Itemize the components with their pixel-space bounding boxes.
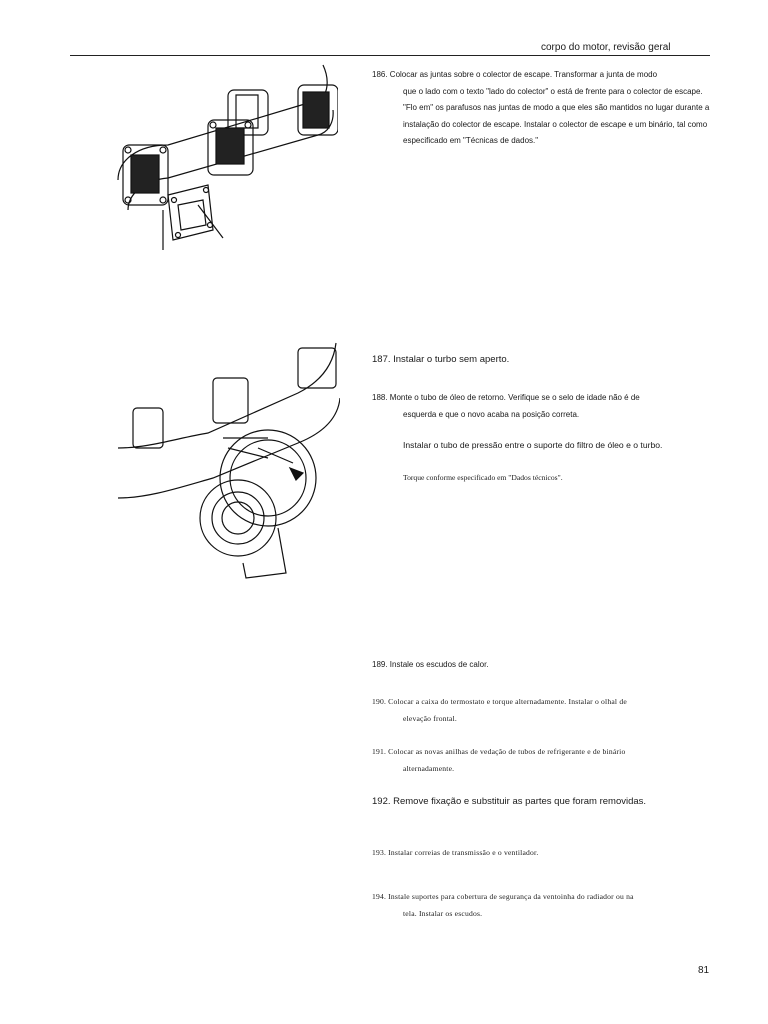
step-192: 192. Remove fixação e substituir as partes que foram removidas.	[372, 796, 647, 807]
step-193: 193. Instalar correias de transmissão e o ventilador.	[372, 848, 539, 857]
turbo-installation-illustration	[118, 338, 340, 583]
page-header-title: corpo do motor, revisão geral	[541, 42, 671, 53]
step-187: 187. Instalar o turbo sem aperto.	[372, 354, 510, 365]
step-191	[372, 744, 712, 777]
step-188-sub-2: Torque conforme especificado em "Dados técnicos".	[403, 473, 563, 482]
step-190	[372, 694, 712, 727]
step-188-rest: esquerda e que o novo acaba na posição correta.	[403, 409, 580, 419]
step-190-rest: elevação frontal.	[403, 713, 457, 723]
step-188-first-line: 188. Monte o tubo de óleo de retorno. Verifique se o selo de idade não é de	[372, 393, 640, 402]
step-194-rest: tela. Instalar os escudos.	[403, 908, 483, 918]
exhaust-manifold-illustration	[108, 60, 338, 260]
step-186	[372, 67, 712, 150]
step-191-rest: alternadamente.	[403, 763, 455, 773]
step-188	[372, 390, 712, 423]
step-194	[372, 889, 712, 922]
step-186-rest: que o lado com o texto "lado do colector" o está de frente para o colector de escape. "Flo em" os parafusos nas juntas de modo a que eles são mantidos no lugar durante a instalação do colector de escape. Instalar o colector de escape e um binário, tal como especificado em "Técnicas de dados."	[403, 86, 710, 145]
page-number: 81	[698, 965, 710, 976]
step-190-first-line: 190. Colocar a caixa do termostato e torque alternadamente. Instalar o olhal de	[372, 697, 627, 706]
header-rule	[70, 55, 710, 56]
step-189: 189. Instale os escudos de calor.	[372, 660, 489, 669]
step-186-first-line: 186. Colocar as juntas sobre o colector de escape. Transformar a junta de modo	[372, 70, 658, 79]
step-194-first-line: 194. Instale suportes para cobertura de segurança da ventoinha do radiador ou na	[372, 892, 634, 901]
step-188-sub-1: Instalar o tubo de pressão entre o suporte do filtro de óleo e o turbo.	[403, 440, 663, 450]
step-191-first-line: 191. Colocar as novas anilhas de vedação de tubos de refrigerante e de binário	[372, 747, 626, 756]
